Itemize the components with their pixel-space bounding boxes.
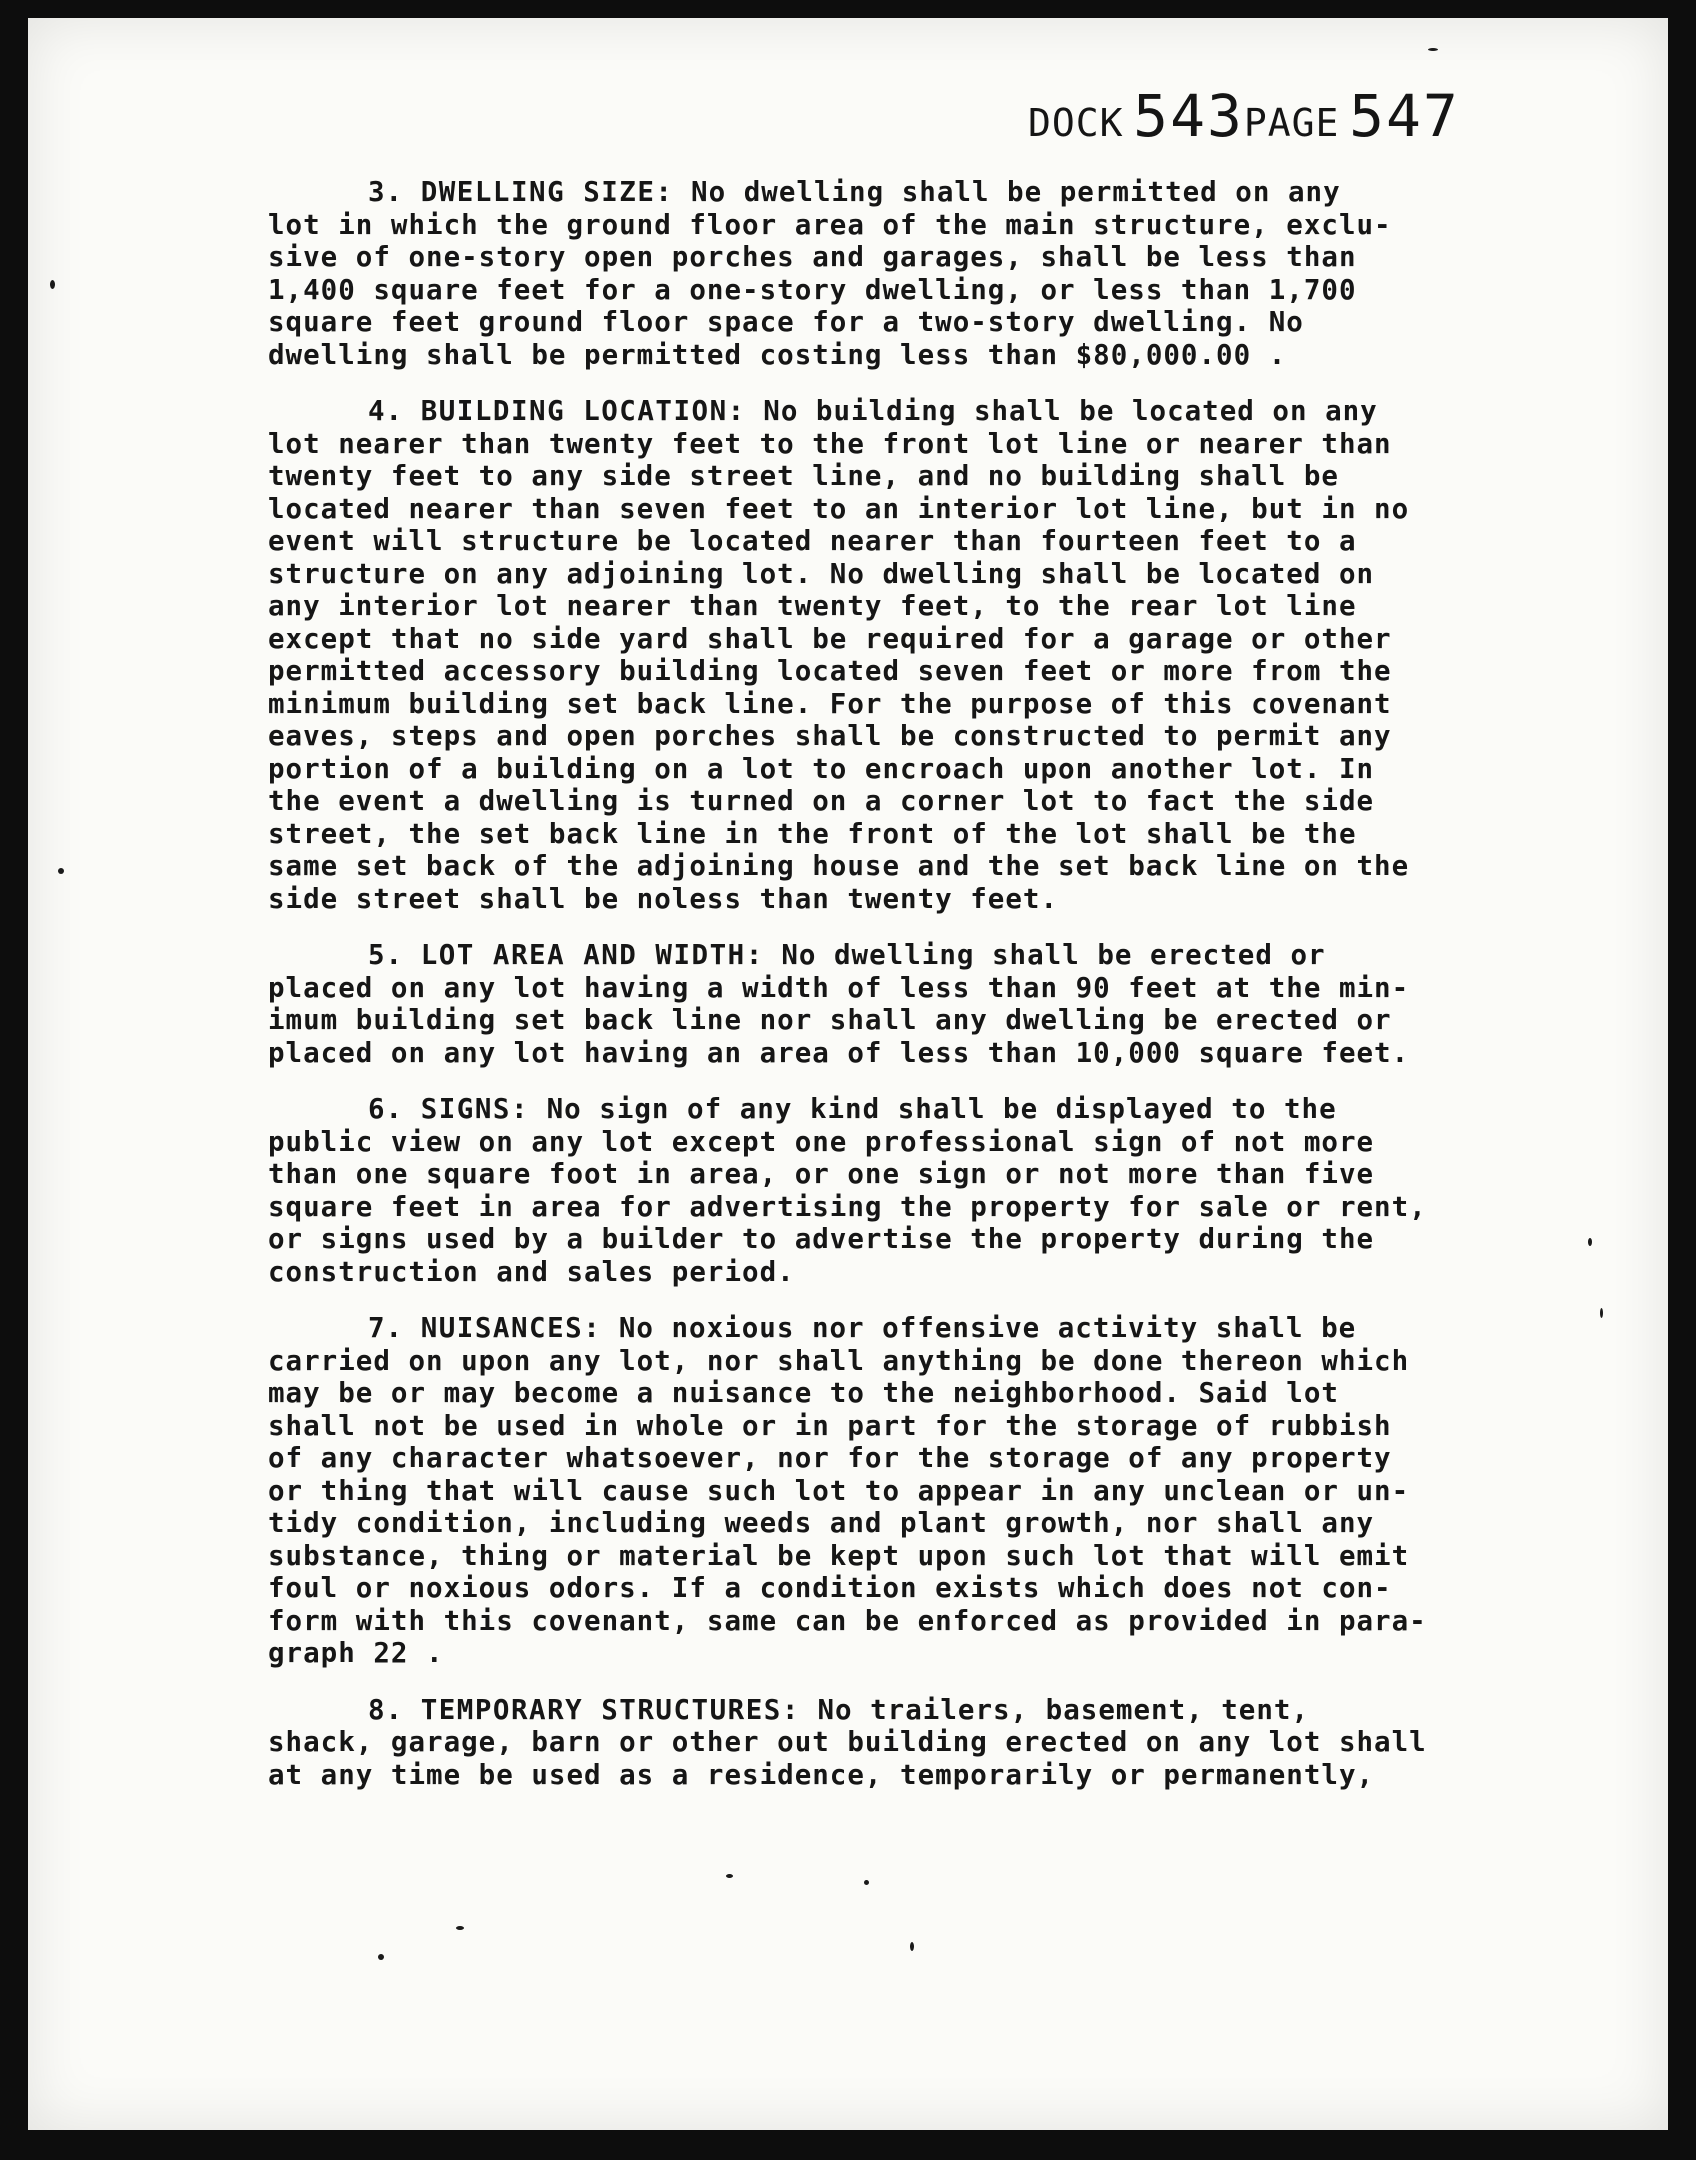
section-5 [268,939,1538,1069]
section-text: No noxious nor offensive activity shall be [618,1312,1357,1344]
text-line: lot in which the ground floor area of the main structure, exclu- [268,208,1392,241]
text-line: twenty feet to any side street line, and no building shall be [268,460,1339,492]
text-line [268,939,1538,972]
text-line: or signs used by a builder to advertise the property during the [268,1223,1375,1255]
text-line: square feet in area for advertising the property for sale or rent, [268,1190,1427,1223]
scan-speck [58,868,64,874]
text-line [268,1694,1538,1727]
covenant-text [268,176,1538,1815]
section-number: 4. [368,395,404,427]
text-line [268,1312,1538,1345]
text-line: placed on any lot having an area of less than 10,000 square feet. [268,1036,1410,1069]
book-number: 543 [1133,82,1244,150]
section-text: No trailers, basement, tent, [817,1693,1310,1726]
text-line: located nearer than seven feet to an interior lot line, but in no [268,492,1410,525]
section-heading: NUISANCES: [420,1312,602,1344]
text-line: the event a dwelling is turned on a corner lot to fact the side [268,785,1375,817]
book-label: DOCK [1028,101,1124,145]
section-7 [268,1312,1538,1670]
text-line: portion of a building on a lot to encroach upon another lot. In [268,752,1375,785]
section-text: No sign of any kind shall be displayed to the [546,1093,1337,1125]
page-label: PAGE [1243,101,1340,145]
text-line: foul or noxious odors. If a condition exists which does not con- [268,1572,1392,1604]
document-page [28,18,1668,2130]
scan-speck [1428,48,1438,51]
section-number: 7. [368,1312,404,1344]
text-line: same set back of the adjoining house and the set back line on the [268,850,1410,882]
section-text: No dwelling shall be erected or [781,939,1326,971]
text-line: public view on any lot except one professional sign of not more [268,1125,1375,1158]
scan-speck [456,1926,464,1930]
scan-speck [1588,1238,1592,1246]
text-line: except that no side yard shall be required for a garage or other [268,622,1392,655]
text-line: any interior lot nearer than twenty feet, to the rear lot line [268,590,1357,622]
scan-speck [1600,1308,1603,1318]
scan-speck [910,1942,914,1951]
scan-speck [378,1954,384,1960]
section-number: 6. [368,1093,404,1125]
section-number: 8. [368,1693,404,1726]
text-line: structure on any adjoining lot. No dwelling shall be located on [268,557,1375,590]
text-line: imum building set back line nor shall any dwelling be erected or [268,1004,1392,1036]
book-page-reference [1028,82,1460,150]
text-line: than one square foot in area, or one sign or not more than five [268,1158,1375,1190]
text-line: minimum building set back line. For the purpose of this covenant [268,687,1392,720]
text-line: event will structure be located nearer than fourteen feet to a [268,525,1357,557]
text-line [268,1093,1538,1126]
text-line: at any time be used as a residence, temporarily or permanently, [268,1758,1375,1791]
text-line: carried on upon any lot, nor shall anything be done thereon which [268,1344,1410,1377]
section-text: No dwelling shall be permitted on any [691,176,1341,208]
text-line: construction and sales period. [268,1255,795,1288]
section-text: No building shall be located on any [763,395,1378,427]
section-heading: BUILDING LOCATION: [420,395,746,427]
text-line: shall not be used in whole or in part for the storage of rubbish [268,1409,1392,1442]
scan-speck [864,1880,869,1885]
text-line: may be or may become a nuisance to the neighborhood. Said lot [268,1377,1339,1409]
text-line: or thing that will cause such lot to appear in any unclean or un- [268,1474,1410,1507]
text-line: lot nearer than twenty feet to the front lot line or nearer than [268,427,1392,460]
text-line: of any character whatsoever, nor for the storage of any property [268,1442,1392,1474]
section-3 [268,176,1538,371]
section-number: 3. [368,176,404,208]
section-number: 5. [368,939,404,971]
page-number: 547 [1349,82,1460,150]
section-heading: TEMPORARY STRUCTURES: [420,1693,800,1726]
text-line [268,176,1538,209]
text-line: placed on any lot having a width of less than 90 feet at the min- [268,971,1410,1004]
section-heading: DWELLING SIZE: [420,176,674,208]
text-line: tidy condition, including weeds and plant growth, nor shall any [268,1507,1375,1539]
text-line: eaves, steps and open porches shall be constructed to permit any [268,720,1392,752]
section-6 [268,1093,1538,1288]
text-line: sive of one-story open porches and garages, shall be less than [268,241,1357,273]
text-line: side street shall be noless than twenty feet. [268,882,1059,915]
text-line: street, the set back line in the front of the lot shall be the [268,817,1357,850]
text-line: 1,400 square feet for a one-story dwelling, or less than 1,700 [268,273,1357,306]
text-line: form with this covenant, same can be enforced as provided in para- [268,1604,1427,1637]
scan-speck [726,1874,733,1878]
text-line: substance, thing or material be kept upon such lot that will emit [268,1539,1410,1572]
text-line: shack, garage, barn or other out building erected on any lot shall [268,1726,1427,1758]
text-line: graph 22 . [268,1637,444,1669]
section-8 [268,1694,1538,1792]
section-4 [268,395,1538,915]
text-line [268,395,1538,428]
scan-speck [50,280,55,289]
section-heading: SIGNS: [420,1093,530,1125]
text-line: square feet ground floor space for a two-story dwelling. No [268,306,1304,338]
text-line: dwelling shall be permitted costing less than $80,000.00 . [268,338,1287,371]
text-line: permitted accessory building located seven feet or more from the [268,655,1392,687]
section-heading: LOT AREA AND WIDTH: [420,939,764,971]
